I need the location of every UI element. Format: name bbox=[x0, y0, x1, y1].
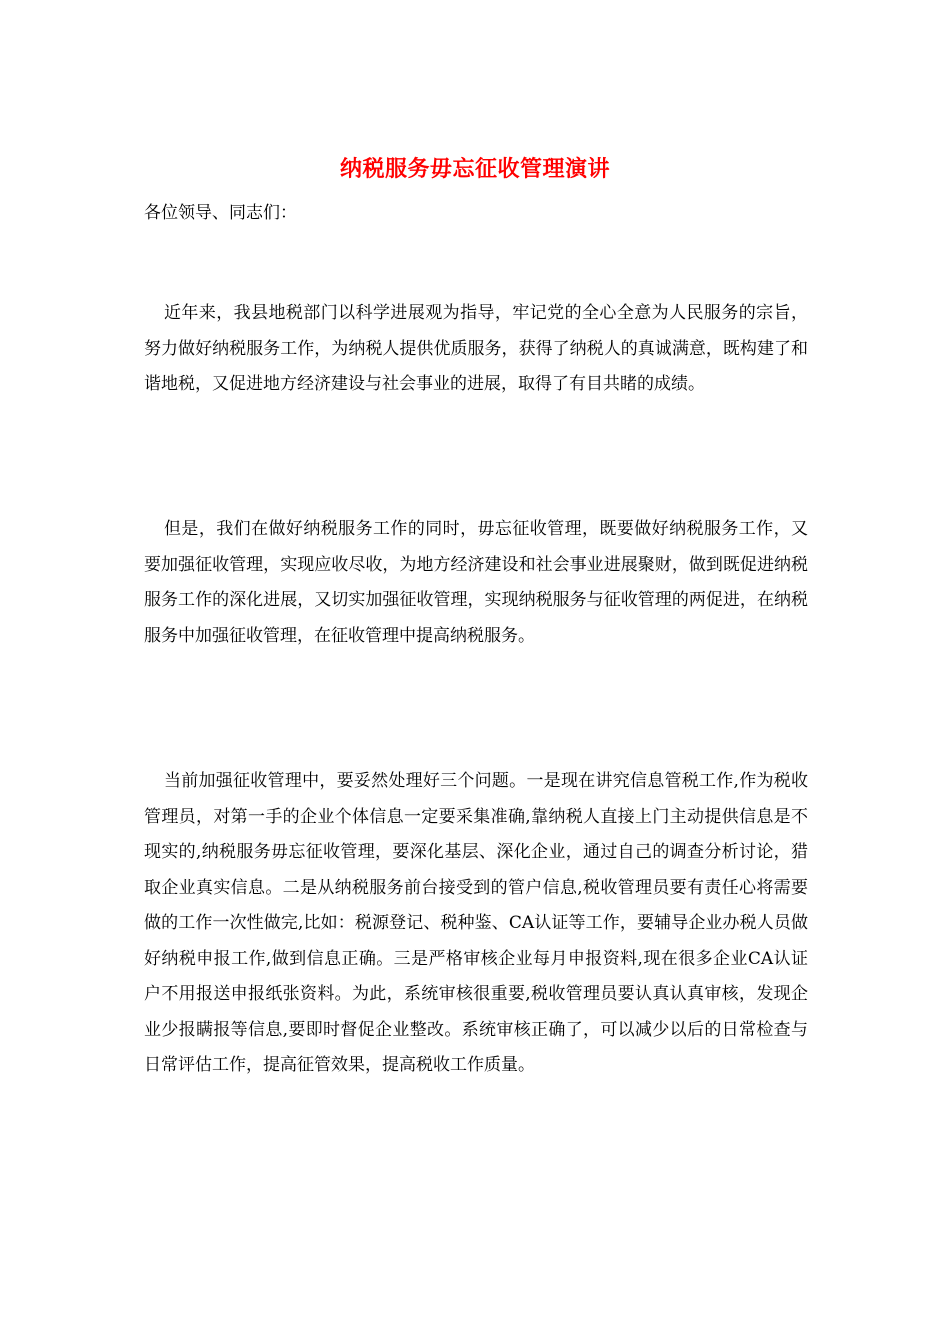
paragraph-2: 但是，我们在做好纳税服务工作的同时，毋忘征收管理，既要做好纳税服务工作，又要加强征收管理，实现应收尽收，为地方经济建设和社会事业进展聚财，做到既促进纳税服务工作的深化进展，又切实加强征收管理，实现纳税服务与征收管理的两促进，在纳税服务中加强征收管理，在征收管理中提高纳税服务。 bbox=[144, 519, 808, 646]
salutation: 各位领导、同志们： bbox=[144, 203, 297, 223]
paragraph-1: 近年来，我县地税部门以科学进展观为指导，牢记党的全心全意为人民服务的宗旨，努力做好纳税服务工作，为纳税人提供优质服务，获得了纳税人的真诚满意，既构建了和谐地税，又促进地方经济建设与社会事业的进展，取得了有目共睹的成绩。 bbox=[144, 303, 808, 394]
document-title: 纳税服务毋忘征收管理演讲 bbox=[339, 156, 610, 182]
paragraph-3: 当前加强征收管理中，要妥然处理好三个问题。一是现在讲究信息管税工作,作为税收管理员，对第一手的企业个体信息一定要采集准确,靠纳税人直接上门主动提供信息是不现实的,纳税服务毋忘征收管理，要深化基层、深化企业，通过自己的调查分析讨论，猎取企业真实信息。二是从纳税服务前台接受到的管户信息,税收管理员要有责任心将需要做的工作一次性做完,比如：税源登记、税种鉴、CA认证等工作，要辅导企业办税人员做好纳税申报工作,做到信息正确。三是严格审核企业每月申报资料,现在很多企业CA认证户不用报送申报纸张资料。为此，系统审核很重要,税收管理员要认真认真审核，发现企业少报瞒报等信息,要即时督促企业整改。系统审核正确了，可以减少以后的日常检查与日常评估工作，提高征管效果，提高税收工作质量。 bbox=[144, 771, 808, 1075]
